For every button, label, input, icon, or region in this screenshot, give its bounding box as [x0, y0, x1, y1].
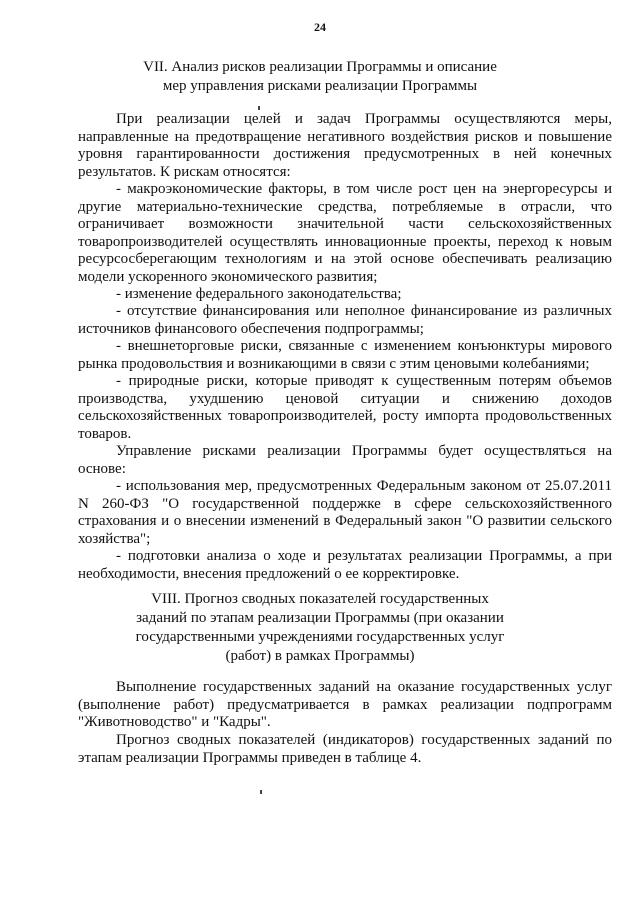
section-7-intro-paragraph: При реализации целей и задач Программы осуществляются меры, направленные на предотвращение негативного воздействия рисков и повышение уровня гарантированности достижения предусмотренных в ней конечных результатов. К рискам относятся: — [78, 111, 612, 180]
page-number: 24 — [314, 20, 326, 34]
scan-speck — [260, 790, 262, 794]
section-7-heading — [0, 58, 640, 96]
section-8-paragraph-1: Выполнение государственных заданий на оказание государственных услуг (выполнение работ) предусматривается в рамках реализации подпрограмм "Животноводство" и "Кадры". — [78, 679, 612, 730]
section-8-heading-line-1: VIII. Прогноз сводных показателей государственных — [151, 591, 489, 607]
risk-item-financing: - отсутствие финансирования или неполное финансирование из различных источников финансового обеспечения подпрограммы; — [78, 303, 612, 337]
section-8-paragraph-2: Прогноз сводных показателей (индикаторов) государственных заданий по этапам реализации Программы приведен в таблице 4. — [78, 732, 612, 766]
section-8-heading-line-2: заданий по этапам реализации Программы (при оказании — [136, 610, 504, 626]
section-7-heading-line-2: мер управления рисками реализации Программы — [162, 78, 478, 94]
section-7-heading-line-1: VII. Анализ рисков реализации Программы и описание — [143, 59, 497, 75]
risk-item-foreign-trade: - внешнеторговые риски, связанные с изменением конъюнктуры мирового рынка продовольствия и возникающими в связи с этим ценовыми колебаниями; — [78, 338, 612, 372]
risk-item-macroeconomic: - макроэкономические факторы, в том числе рост цен на энергоресурсы и другие материально-технические средства, потребляемые в отрасли, что ограничивает возможности значительной части сельскохозяйственных товаропроизводителей осуществлять инновационные проекты, переход к новым ресурсосберегающим технологиям и на этой основе обеспечивать реализацию модели ускоренного экономического развития; — [78, 181, 612, 285]
risk-management-intro: Управление рисками реализации Программы будет осуществляться на основе: — [78, 443, 612, 477]
management-item-federal-law: - использования мер, предусмотренных Федеральным законом от 25.07.2011 N 260-ФЗ "О государственной поддержке в сфере сельскохозяйственного страхования и о внесении изменений в Федеральный закон "О развитии сельского хозяйства"; — [78, 478, 612, 547]
risk-item-natural: - природные риски, которые приводят к существенным потерям объемов производства, ухудшению ценовой ситуации и снижению доходов сельскохозяйственных товаропроизводителей, росту импорта продовольственных товаров. — [78, 373, 612, 442]
scan-speck — [258, 106, 260, 110]
risk-item-legislation: - изменение федерального законодательства; — [116, 286, 402, 302]
management-item-analysis: - подготовки анализа о ходе и результатах реализации Программы, а при необходимости, внесения предложений о ее корректировке. — [78, 548, 612, 582]
section-8-heading — [0, 590, 640, 666]
section-8-heading-line-4: (работ) в рамках Программы) — [225, 648, 415, 664]
section-8-heading-line-3: государственными учреждениями государственных услуг — [135, 629, 505, 645]
